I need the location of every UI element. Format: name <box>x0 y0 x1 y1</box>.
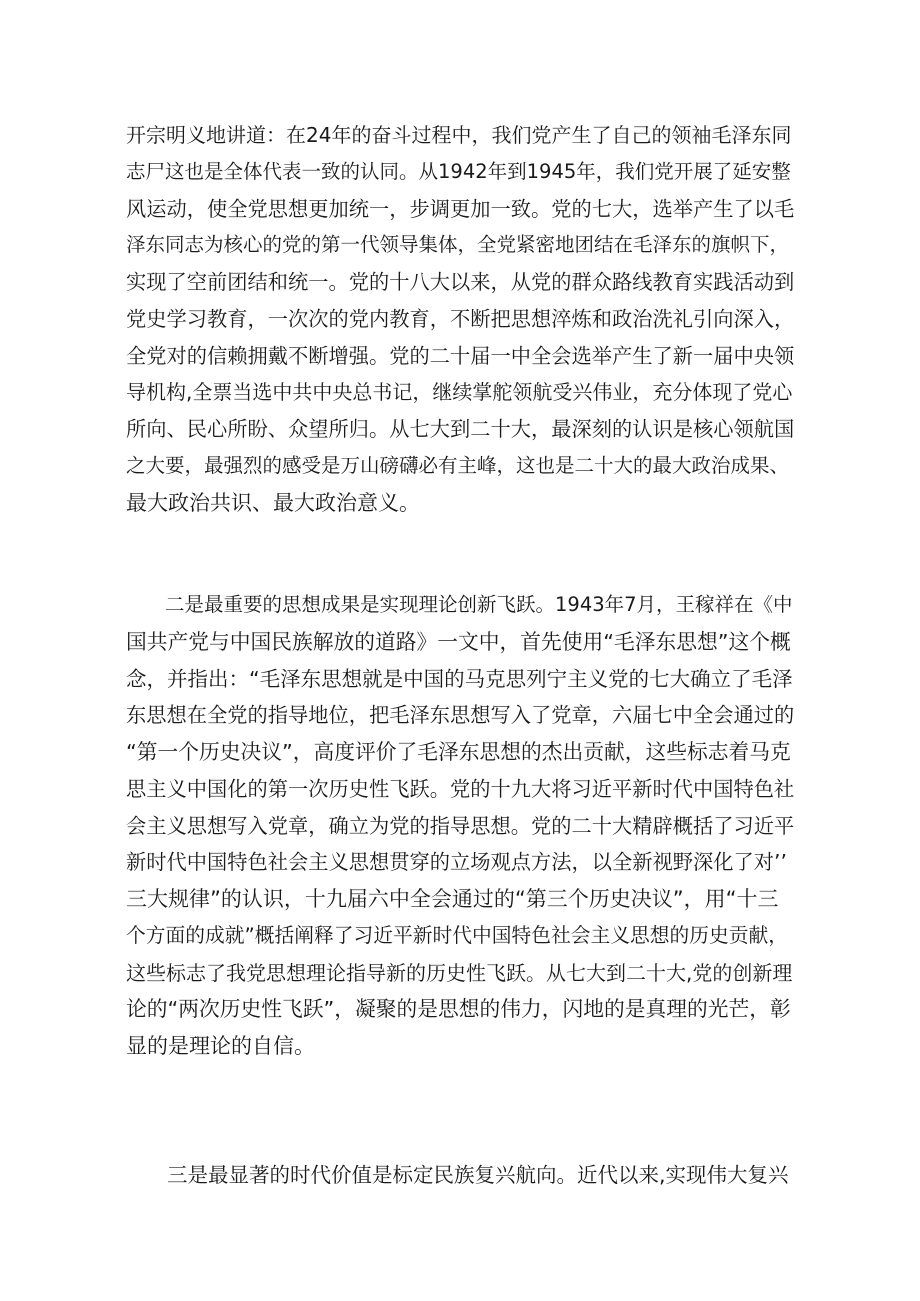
paragraph-1 <box>126 117 794 521</box>
text-line: 二是最重要的思想成果是实现理论创新飞跃。1943年7月，王稼祥在《中 <box>126 593 793 616</box>
text-line: “第一个历史决议”，高度评价了毛泽东思想的杰出贡献，这些标志着马克 <box>126 740 791 764</box>
text-line: 风运动，使全党思想更加统一，步调更加一致。党的七大，选举产生了以毛 <box>126 196 795 221</box>
text-line: 三大规律”的认识，十九届六中全会通过的“第三个历史决议”，用“十三 <box>126 887 779 911</box>
text-line: 显的是理论的自信。 <box>126 1034 315 1058</box>
text-line: 东思想在全党的指导地位，把毛泽东思想写入了党章，六届七中全会通过的 <box>126 703 795 728</box>
text-line: 论的“两次历史性飞跃”，凝聚的是思想的伟力，闪地的是真理的光芒，彰 <box>126 997 791 1022</box>
text-line: 实现了空前团结和统一。党的十八大以来，从党的群众路线教育实践活动到 <box>126 270 795 294</box>
text-line: 导机构,全票当选中共中央总书记，继续掌舵领航受兴伟业，充分体现了党心 <box>126 380 793 405</box>
text-line: 党史学习教育，一次次的党内教育，不断把思想淬炼和政治洗礼引向深入， <box>126 306 795 331</box>
text-line: 开宗明义地讲道：在24年的奋斗过程中，我们党产生了自己的领袖毛泽东同 <box>126 123 792 147</box>
paragraph-3 <box>126 1157 794 1194</box>
text-line: 念，并指出：“毛泽东思想就是中国的马克思列宁主义党的七大确立了毛泽 <box>126 666 793 691</box>
text-line: 全党对的信赖拥戴不断增强。党的二十届一中全会选举产生了新一届中央领 <box>126 343 795 368</box>
text-line: 会主义思想写入党章，确立为党的指导思想。党的二十大精辟概括了习近平 <box>126 813 795 838</box>
text-line: 三是最显著的时代价值是标定民族复兴航向。近代以来,实现伟大复兴 <box>126 1163 789 1187</box>
text-line: 个方面的成就”概括阐释了习近平新时代中国特色社会主义思想的历史贡献， <box>126 923 788 947</box>
text-line: 思主义中国化的第一次历史性飞跃。党的十九大将习近平新时代中国特色社 <box>126 776 795 801</box>
text-line: 之大要，最强烈的感受是万山磅礴必有主峰，这也是二十大的最大政治成果、 <box>126 453 790 477</box>
text-line: 志尸这也是全体代表一致的认同。从1942年到1945年，我们党开展了延安整 <box>126 159 791 183</box>
text-line: 泽东同志为核心的党的第一代领导集体，全党紧密地团结在毛泽东的旗帜下， <box>126 233 790 257</box>
text-line: 国共产党与中国民族解放的道路》一文中，首先使用“毛泽东思想”这个概 <box>126 629 791 654</box>
paragraph-2 <box>126 587 794 1065</box>
text-line: 所向、民心所盼、众望所归。从七大到二十大，最深刻的认识是核心领航国 <box>126 417 795 441</box>
text-line: 这些标志了我党思想理论指导新的历史性飞跃。从七大到二十大,党的创新理 <box>126 960 793 985</box>
text-line: 最大政治共识、最大政治意义。 <box>126 490 420 515</box>
text-line: 新时代中国特色社会主义思想贯穿的立场观点方法，以全新视野深化了对’’ <box>126 850 787 875</box>
